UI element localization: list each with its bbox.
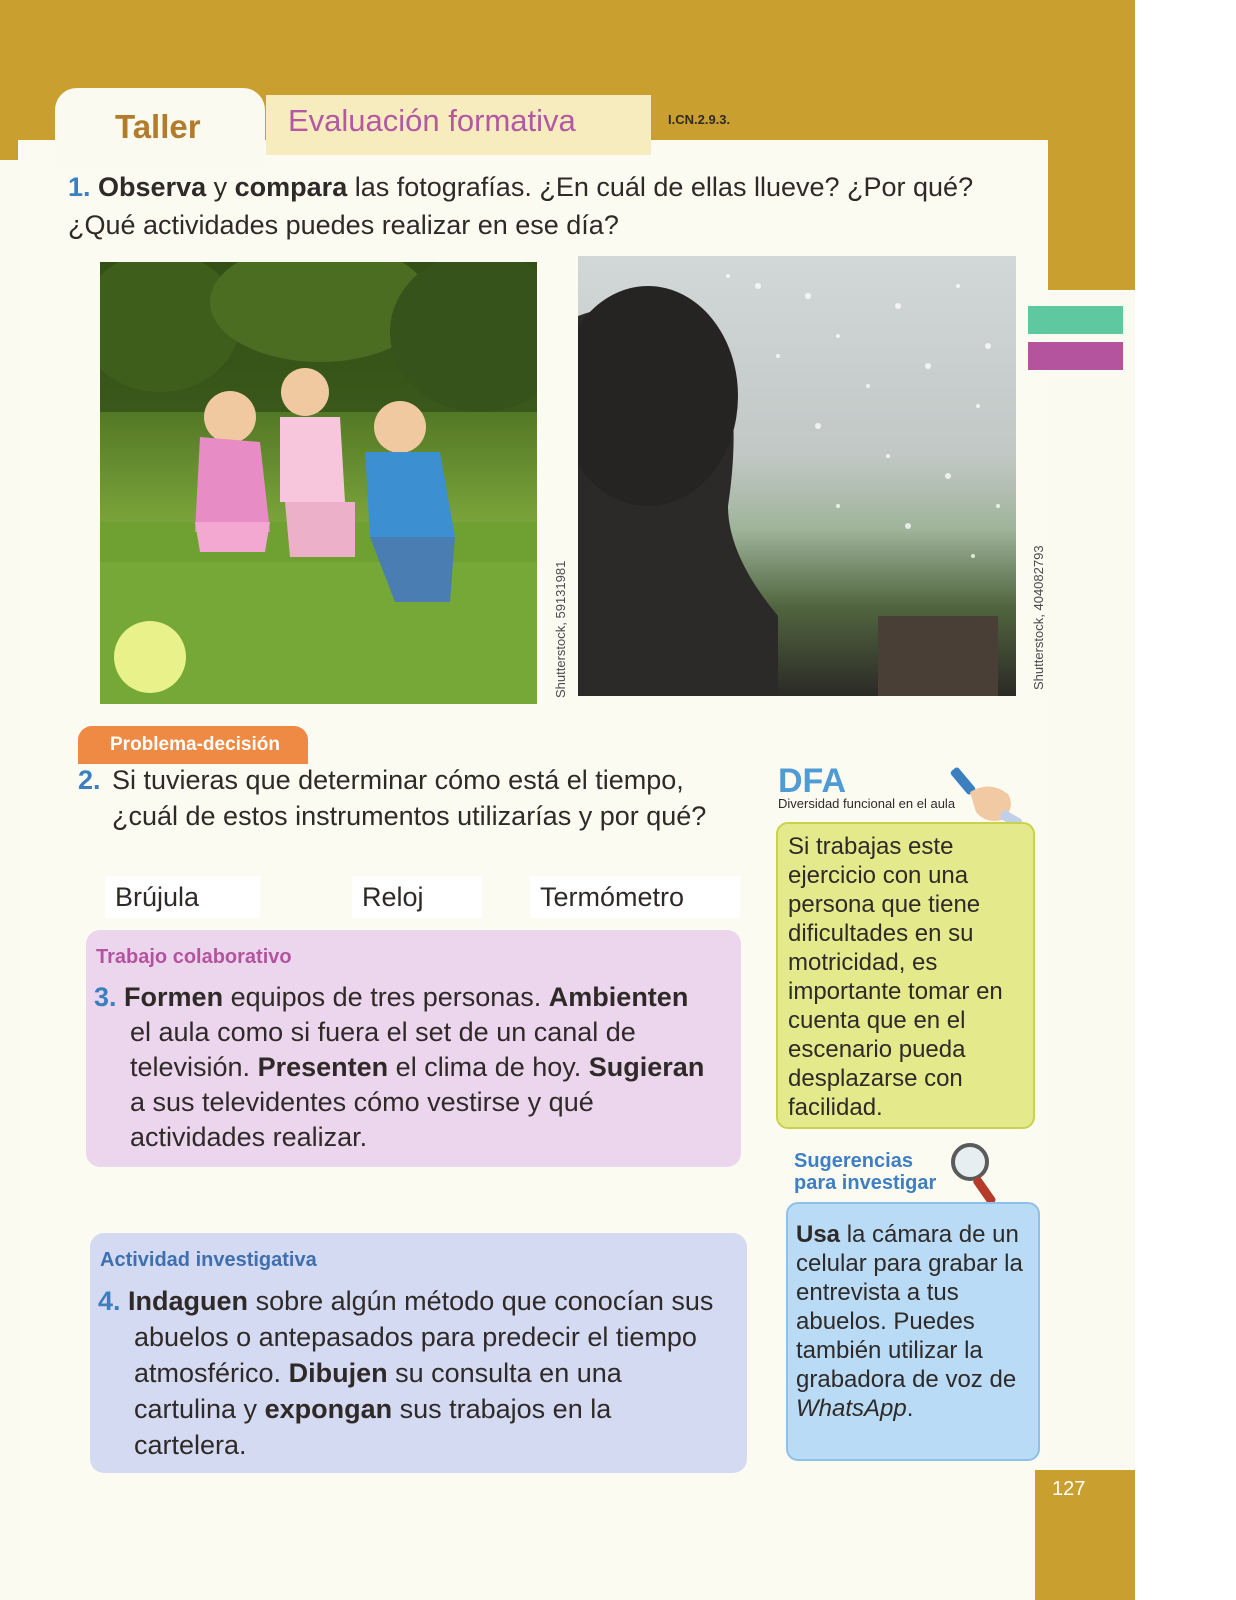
dfa-box xyxy=(776,822,1035,1129)
question-1 xyxy=(68,168,1028,244)
tab-evaluacion-label: Evaluación formativa xyxy=(288,103,576,138)
stripe-magenta xyxy=(1028,342,1123,370)
q3-text-2: el aula como si fuera el set de un canal de televisión. xyxy=(130,1017,636,1082)
q3-verb-formen: Formen xyxy=(124,982,224,1012)
question-2 xyxy=(78,762,738,834)
criterion-code: I.CN.2.9.3. xyxy=(668,112,731,127)
tab-taller-label: Taller xyxy=(115,108,201,145)
q1-verb-compara: compara xyxy=(234,172,348,202)
dfa-title: DFA xyxy=(778,762,846,800)
rainy-window-illustration xyxy=(578,256,1016,696)
sugerencias-title xyxy=(794,1150,936,1194)
question-3 xyxy=(94,980,714,1155)
option-brujula: Brújula xyxy=(105,876,260,918)
trabajo-colaborativo-title: Trabajo colaborativo xyxy=(96,946,292,968)
q4-text-1: sobre algún método que conocían sus abuelos o antepasados para predecir el tiempo atmosférico. xyxy=(134,1286,714,1388)
trabajo-colaborativo-box xyxy=(86,930,741,1167)
q4-text-3: sus trabajos en la cartelera. xyxy=(134,1394,612,1460)
q1-verb-observa: Observa xyxy=(98,172,207,202)
q3-text-4: a sus televidentes cómo vestirse y qué actividades realizar. xyxy=(130,1087,594,1152)
option-termometro: Termómetro xyxy=(530,876,740,918)
actividad-investigativa-box xyxy=(90,1233,747,1473)
stripe-green xyxy=(1028,306,1123,334)
photo-children-playing xyxy=(100,262,537,704)
tab-evaluacion xyxy=(266,95,651,155)
sugerencias-verb: Usa xyxy=(796,1221,841,1248)
sugerencias-title-line2: para investigar xyxy=(794,1172,937,1194)
q2-number: 2. xyxy=(78,765,101,795)
sugerencias-box xyxy=(786,1202,1040,1461)
q3-text-1: equipos de tres personas. xyxy=(230,982,542,1012)
q1-number: 1. xyxy=(68,172,91,202)
photo2-credit: Shutterstock, 404082793 xyxy=(1031,545,1046,690)
photo-rainy-window xyxy=(578,256,1016,696)
option-reloj: Reloj xyxy=(352,876,482,918)
q4-number: 4. xyxy=(98,1286,121,1316)
sugerencias-text xyxy=(796,1220,1032,1423)
badge-problema-decision xyxy=(78,726,308,764)
q3-verb-sugieran: Sugieran xyxy=(588,1052,705,1082)
page-number: 127 xyxy=(1052,1478,1086,1500)
sugerencias-title-line1: Sugerencias xyxy=(794,1150,913,1172)
sugerencias-app: WhatsApp xyxy=(796,1395,907,1422)
question-4 xyxy=(98,1283,728,1463)
right-margin xyxy=(1135,0,1236,1600)
q2-text: Si tuvieras que determinar cómo está el tiempo, ¿cuál de estos instrumentos utilizarías y por qué? xyxy=(112,765,707,831)
q4-verb-expongan: expongan xyxy=(264,1394,393,1424)
magnifier-icon xyxy=(948,1140,1008,1210)
q4-verb-dibujen: Dibujen xyxy=(288,1358,388,1388)
dfa-text: Si trabajas este ejercicio con una persona que tiene dificultades en su motricidad, es importante tomar en cuenta que en el escenario pueda desplazarse con facilidad. xyxy=(788,833,1003,1121)
q3-number: 3. xyxy=(94,982,117,1012)
sugerencias-body: la cámara de un celular para grabar la entrevista a tus abuelos. Puedes también utilizar la grabadora de voz de xyxy=(796,1221,1023,1393)
page-number-box xyxy=(1035,1470,1135,1600)
q3-verb-presenten: Presenten xyxy=(257,1052,389,1082)
badge-label: Problema-decisión xyxy=(110,734,280,755)
dfa-subtitle: Diversidad funcional en el aula xyxy=(778,796,956,811)
q1-text: las fotografías. ¿En cuál de ellas llueve? ¿Por qué? ¿Qué actividades puedes realizar en ese día? xyxy=(68,172,974,240)
sugerencias-end: . xyxy=(906,1395,914,1422)
q4-verb-indaguen: Indaguen xyxy=(128,1286,249,1316)
children-playing-illustration xyxy=(100,262,537,704)
q3-text-3: el clima de hoy. xyxy=(395,1052,582,1082)
q4-text-2: su consulta en una cartulina y xyxy=(134,1358,622,1424)
tab-taller xyxy=(55,88,265,168)
q1-conj: y xyxy=(213,172,228,202)
photo1-credit: Shutterstock, 59131981 xyxy=(553,560,568,698)
actividad-investigativa-title: Actividad investigativa xyxy=(100,1249,317,1271)
q3-verb-ambienten: Ambienten xyxy=(548,982,689,1012)
